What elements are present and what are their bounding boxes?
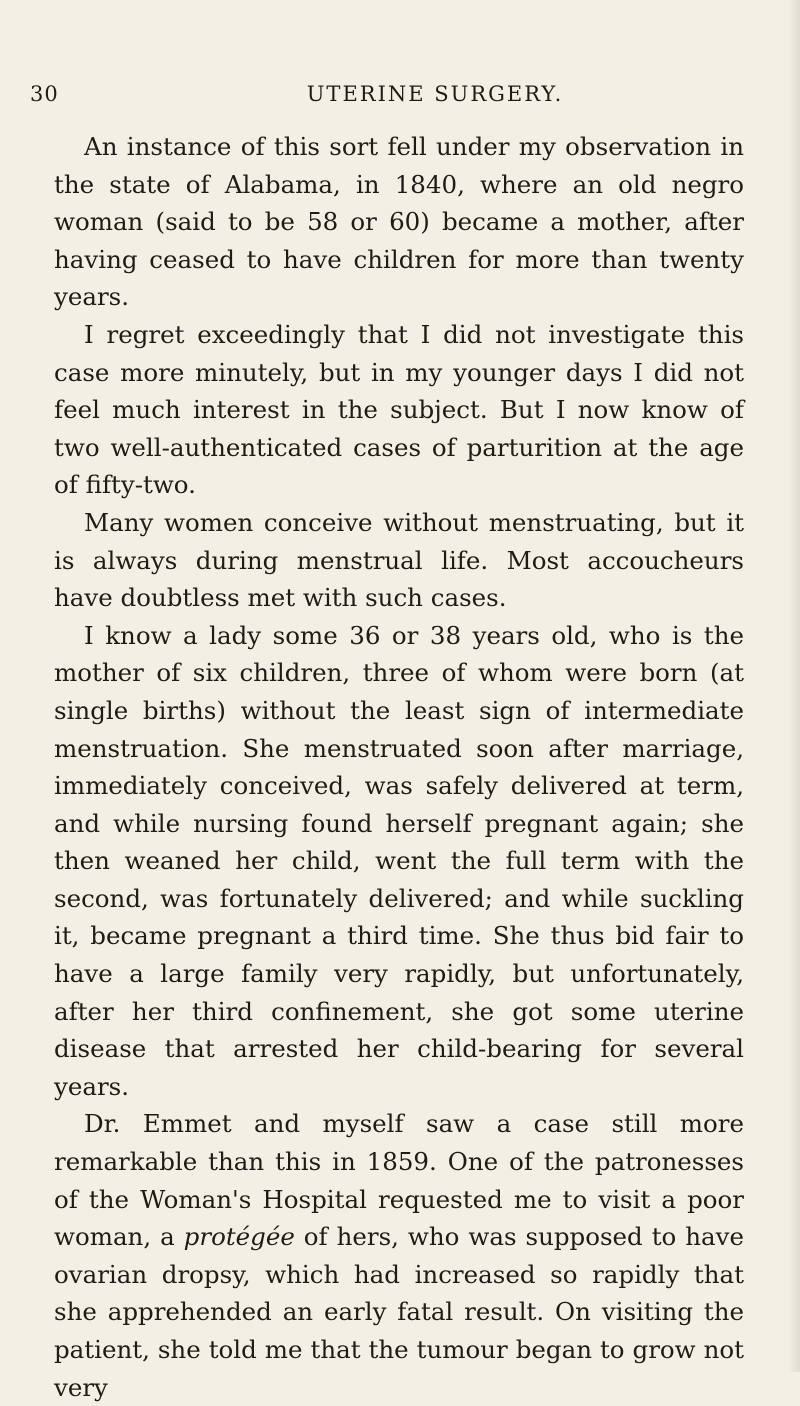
italic-term: protégée [183, 1222, 295, 1252]
paragraph-3: Many women conceive without menstruating, but it is always during menstrual life. Most accoucheurs have doubtless met with such cases. [54, 507, 744, 613]
page-edge-shadow [788, 0, 800, 1372]
running-head: UTERINE SURGERY. [306, 82, 564, 106]
page-number: 30 [30, 82, 59, 106]
body-text [54, 128, 744, 1406]
paragraph-5-start: Dr. Emmet and myself saw a case still more remarkable than this in 1859. One of the patronesses of the Woman's Hospital requested me to visit a poor woman, a [54, 1109, 744, 1252]
paragraph-1: An instance of this sort fell under my observation in the state of Alabama, in 1840, where an old negro woman (said to be 58 or 60) became a mother, after having ceased to have children for more than twenty years. [54, 132, 744, 312]
paragraph-2: I regret exceedingly that I did not investigate this case more minutely, but in my younger days I did not feel much interest in the subject. But I now know of two well-authenticated cases of parturition at the age of fifty-two. [54, 319, 744, 500]
paragraph-4: I know a lady some 36 or 38 years old, who is the mother of six children, three of whom were born (at single births) without the least sign of intermediate menstruation. She menstruated soon after marriage, immediately conceived, was safely delivered at term, and while nursing found herself pregnant again; she then weaned her child, went the full term with the second, was fortunately delivered; and while suckling it, became pregnant a third time. She thus bid fair to have a large family very rapidly, but unfortunately, after her third confinement, she got some uterine disease that arrested her child-bearing for several years. [54, 620, 744, 1101]
paragraph-5-end: of hers, who was supposed to have ovarian dropsy, which had increased so rapidly that she apprehended an early fatal result. On visiting the patient, she told me that the tumour began to grow not very [54, 1222, 744, 1402]
paragraph-5 [54, 1105, 744, 1406]
